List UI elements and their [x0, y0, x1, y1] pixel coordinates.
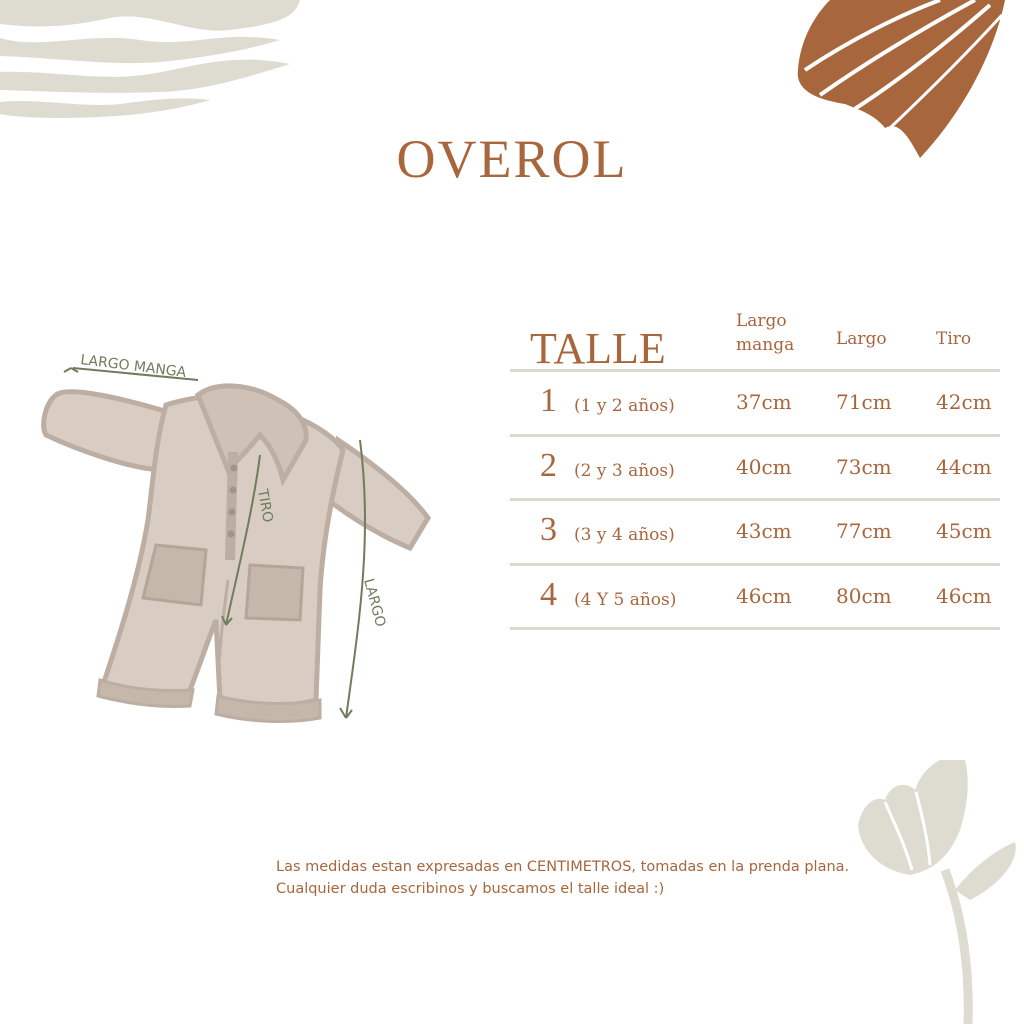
label-largo-manga: LARGO MANGA	[79, 352, 187, 381]
cell-largo: 73cm	[836, 454, 892, 479]
cell-tiro: 45cm	[936, 519, 992, 543]
cell-largo-manga: 37cm	[736, 390, 792, 414]
header-largo: Largo	[836, 329, 887, 349]
note-line-1: Las medidas estan expresadas en CENTIMETROS, tomadas en la prenda plana.	[276, 859, 850, 875]
table-header	[510, 305, 1000, 373]
size-number: 4	[540, 575, 557, 613]
page-title: OVEROL	[396, 129, 628, 189]
cell-tiro: 46cm	[936, 583, 992, 608]
note-line-2: Cualquier duda escribinos y buscamos el talle ideal :)	[276, 881, 665, 897]
wave-decoration	[0, 0, 310, 125]
cell-tiro: 42cm	[936, 390, 992, 414]
cell-largo: 77cm	[836, 519, 892, 543]
table-row	[510, 563, 1000, 631]
label-tiro: TIRO	[254, 487, 276, 524]
cell-tiro: 44cm	[936, 454, 992, 479]
size-number: 3	[540, 511, 557, 548]
age-range: (1 y 2 años)	[574, 396, 675, 416]
overall-illustration	[38, 340, 438, 730]
cell-largo-manga: 43cm	[736, 519, 792, 543]
flower-decoration	[850, 760, 1024, 1024]
table-row	[510, 498, 1000, 563]
size-number: 1	[540, 382, 557, 419]
size-number: 2	[540, 446, 557, 484]
cell-largo-manga: 40cm	[736, 454, 792, 479]
label-largo: LARGO	[360, 576, 389, 629]
cell-largo: 80cm	[836, 583, 892, 608]
table-row	[510, 369, 1000, 434]
table-row	[510, 434, 1000, 499]
header-largo-manga: Largo manga	[736, 311, 795, 355]
cell-largo-manga: 46cm	[736, 583, 792, 608]
age-range: (2 y 3 años)	[574, 460, 675, 481]
header-talle: TALLE	[530, 324, 666, 373]
age-range: (3 y 4 años)	[574, 525, 675, 545]
size-table	[510, 305, 1000, 630]
cell-largo: 71cm	[836, 390, 892, 414]
measurement-note	[276, 856, 849, 900]
age-range: (4 Y 5 años)	[574, 589, 677, 610]
header-tiro: Tiro	[936, 329, 972, 349]
